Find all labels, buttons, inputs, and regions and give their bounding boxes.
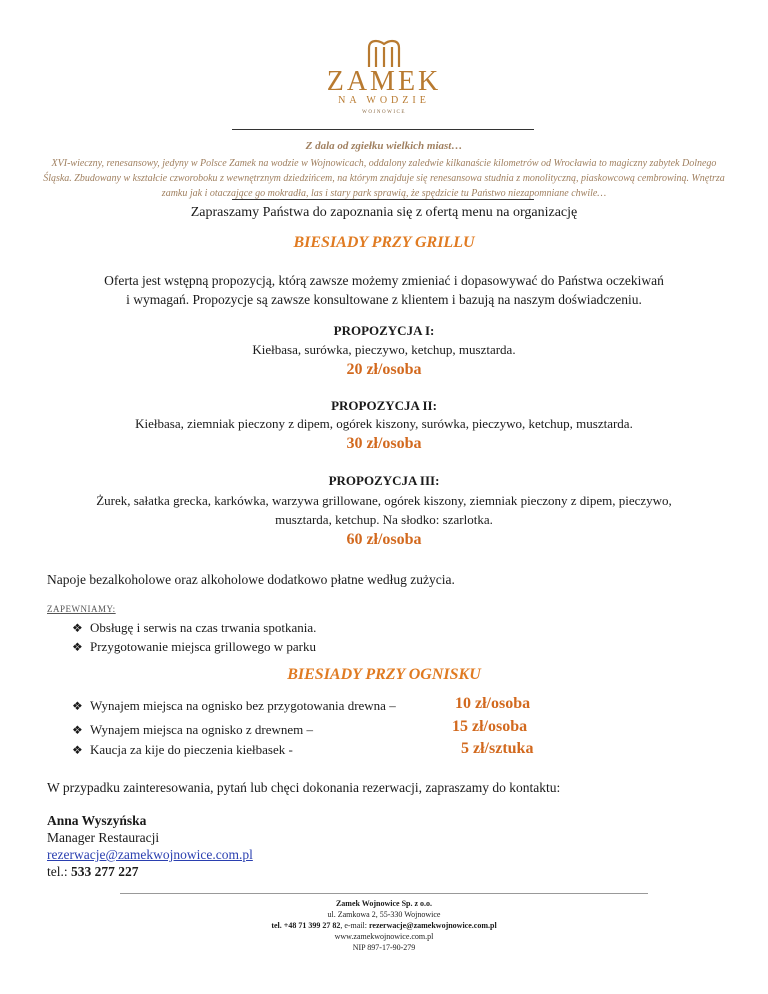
- logo-name: ZAMEK: [326, 66, 442, 97]
- section-title-grill: BIESIADY PRZY GRILLU: [293, 234, 475, 251]
- diamond-bullet-icon: ❖: [72, 620, 83, 635]
- diamond-bullet-icon: ❖: [72, 639, 83, 654]
- diamond-bullet-icon: ❖: [72, 742, 83, 757]
- bonfire-price-1: 10 zł/osoba: [455, 695, 531, 712]
- list-item: ❖ Obsługę i serwis na czas trwania spotkania.: [72, 620, 317, 635]
- contact-block: [47, 812, 253, 880]
- logo-location: WOJNOWICE: [362, 110, 406, 115]
- footer-www: www.zamekwojnowice.com.pl: [334, 932, 434, 941]
- footer: [0, 898, 768, 953]
- list-item: ❖ Wynajem miejsca na ognisko z drewnem –: [72, 722, 314, 737]
- diamond-bullet-icon: ❖: [72, 698, 83, 713]
- proposal-1-desc: Kiełbasa, surówka, pieczywo, ketchup, musztarda.: [252, 342, 516, 357]
- drinks-note: Napoje bezalkoholowe oraz alkoholowe dodatkowo płatne według zużycia.: [47, 572, 455, 587]
- diamond-bullet-icon: ❖: [72, 722, 83, 737]
- proposal-3-desc-line1: Żurek, sałatka grecka, karkówka, warzywa grillowane, ogórek kiszony, ziemniak pieczony z dipem, pieczywo,: [96, 493, 672, 508]
- proposal-3-title: PROPOZYCJA III:: [328, 473, 440, 488]
- footer-address: ul. Zamkowa 2, 55-330 Wojnowice: [327, 910, 441, 919]
- footer-divider: [120, 893, 648, 894]
- castle-gate-icon: [366, 38, 402, 68]
- contact-name: Anna Wyszyńska: [47, 813, 147, 828]
- proposal-2-title: PROPOZYCJA II:: [331, 398, 437, 413]
- footer-phone: tel. +48 71 399 27 82: [271, 921, 341, 930]
- proposal-1-title: PROPOZYCJA I:: [333, 323, 435, 338]
- list-item: ❖ Kaucja za kije do pieczenia kiełbasek -: [72, 742, 293, 757]
- grill-note-line1: Oferta jest wstępną propozycją, którą zawsze możemy zmieniać i dopasowywać do Państwa oczekiwań: [104, 273, 664, 288]
- contact-phone: tel.: 533 277 227: [47, 864, 139, 879]
- divider-top: [232, 129, 534, 130]
- proposal-1-price: 20 zł/osoba: [346, 361, 422, 378]
- section-title-bonfire: BIESIADY PRZY OGNISKU: [287, 666, 481, 683]
- divider-bottom: [232, 199, 534, 200]
- bonfire-price-3: 5 zł/sztuka: [461, 740, 534, 757]
- contact-role: Manager Restauracji: [47, 830, 160, 845]
- assure-label: ZAPEWNIAMY:: [47, 604, 116, 614]
- tagline-text: XVI-wieczny, renesansowy, jedyny w Polsce Zamek na wodzie w Wojnowicach, oddalony zaledwie kilkanaście kilometrów od Wrocławia to magiczny zabytek Dolnego Śląska. Zbudowany w kształcie czworoboku z wewnętrznym dziedzińcem, na którym znajduje się renesansowa studnia z monolityczną, piaskowcową cembrowiną. Wnętrza zamku jak i otaczające go mokradła, las i stary park sprawią, że spędzicie tu Państwo niezapomniane chwile…: [43, 158, 725, 199]
- intro-text: Zapraszamy Państwa do zapoznania się z ofertą menu na organizację: [190, 205, 578, 220]
- footer-nip: NIP 897-17-90-279: [352, 943, 416, 952]
- contact-email-link[interactable]: rezerwacje@zamekwojnowice.com.pl: [47, 847, 253, 862]
- proposal-3-desc-line2: musztarda, ketchup. Na słodko: szarlotka.: [275, 512, 493, 527]
- bonfire-price-2: 15 zł/osoba: [452, 718, 528, 735]
- proposal-3-price: 60 zł/osoba: [346, 531, 422, 548]
- footer-email-label: , e-mail:: [340, 921, 367, 930]
- tagline-title: Z dala od zgiełku wielkich miast…: [305, 140, 463, 152]
- list-item: ❖ Przygotowanie miejsca grillowego w parku: [72, 639, 316, 654]
- contact-intro: W przypadku zainteresowania, pytań lub chęci dokonania rezerwacji, zapraszamy do kontaktu:: [47, 780, 561, 795]
- proposal-2-price: 30 zł/osoba: [346, 435, 422, 452]
- grill-note-line2: i wymagań. Propozycje są zawsze konsultowane z klientem i bazują na naszym doświadczeniu.: [126, 292, 642, 307]
- footer-email: rezerwacje@zamekwojnowice.com.pl: [368, 921, 497, 930]
- proposal-2-desc: Kiełbasa, ziemniak pieczony z dipem, ogórek kiszony, surówka, pieczywo, ketchup, musztarda.: [135, 416, 633, 431]
- contact-phone-number: 533 277 227: [71, 864, 139, 879]
- footer-company: Zamek Wojnowice Sp. z o.o.: [335, 899, 433, 908]
- list-item: ❖ Wynajem miejsca na ognisko bez przygotowania drewna –: [72, 698, 396, 713]
- logo-subtitle: NA WODZIE: [338, 95, 430, 106]
